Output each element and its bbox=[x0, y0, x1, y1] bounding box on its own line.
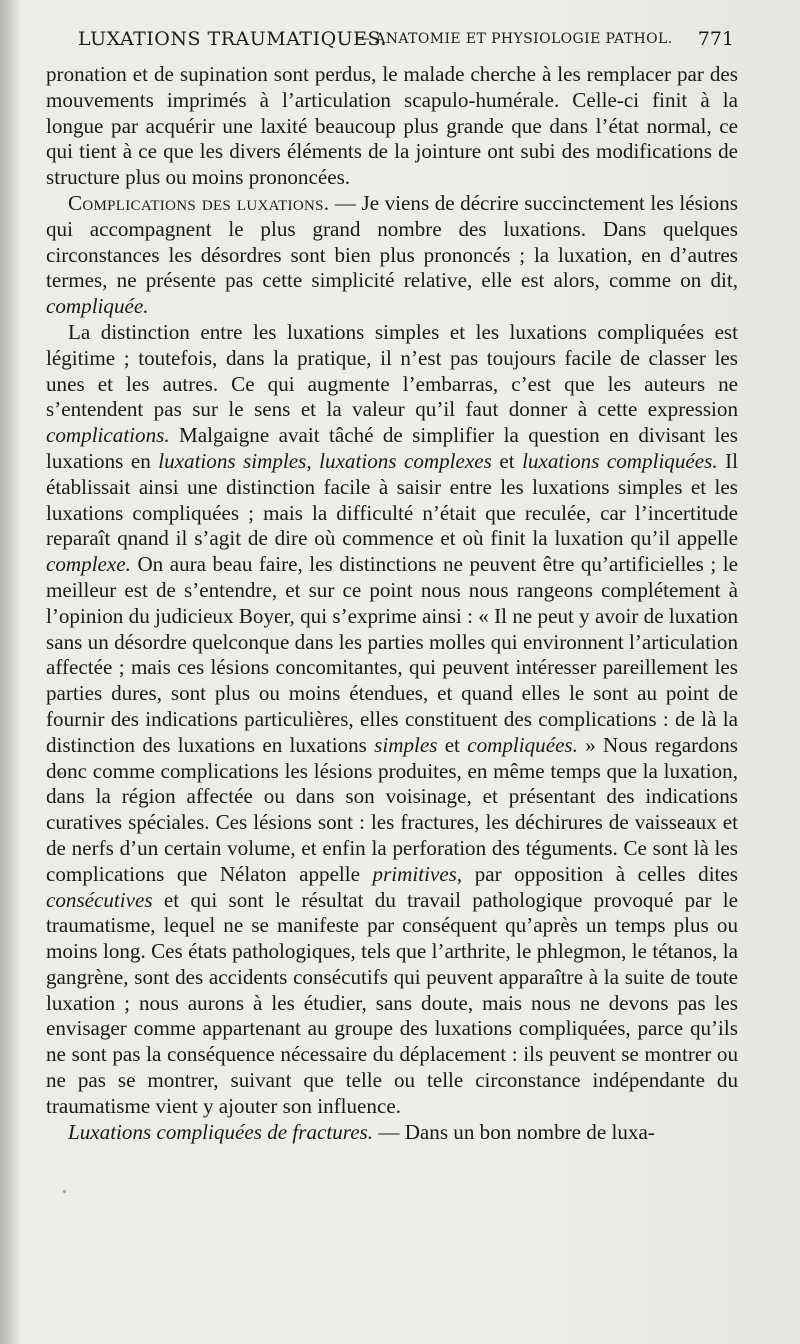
page-header bbox=[78, 28, 738, 56]
italic-term: simples bbox=[374, 732, 438, 757]
italic-term: luxations compliquées. bbox=[522, 448, 718, 473]
page-number: 771 bbox=[697, 28, 734, 50]
section-title: — ANATOMIE ET PHYSIOLOGIE PATHOL. bbox=[356, 31, 673, 47]
paragraph-1: pronation et de supination sont perdus, le malade cherche à les remplacer par des mouvements imprimés à l’articulation scapulo-humérale. Celle-ci finit à la longue par acquérir une laxité beaucoup plus grande que dans l’état normal, ce qui tient à ce que les divers éléments de la jointure ont subi des modifications de structure plus ou moins prononcées. bbox=[46, 62, 738, 190]
text-run: On aura beau faire, les distinctions ne peuvent être qu’artificielles ; le meilleur est de s’entendre, et sur ce point nous nous rangeons complétement à l’opinion du judicieux Boyer, qui s’exprime ainsi : « Il ne peut y avoir de luxation sans un désordre quelconque dans les parties molles qui environnent l’articulation affectée ; mais ces lésions concomitantes, qui peuvent intéresser pareillement les parties dures, sont plus ou moins étendues, et quand elles le sont au point de fournir des indications particulières, elles constituent des complications : de là la distinction des luxations en luxations bbox=[46, 552, 738, 757]
italic-term: luxations complexes bbox=[319, 448, 492, 473]
text-run: et bbox=[491, 448, 523, 473]
paragraph-2 bbox=[46, 191, 738, 320]
binding-shadow bbox=[0, 0, 22, 1344]
italic-term: compliquées. bbox=[467, 732, 578, 757]
italic-term: complications. bbox=[46, 423, 170, 448]
text-run: La distinction entre les luxations simples et les luxations compliquées est légitime ; toutefois, dans la pratique, il n’est pas toujours facile de classer les unes et les autres. Ce qui augmente l’embarras, c’est que les auteurs ne s’entendent pas sur le sens et la valeur qu’il faut donner à cette expression bbox=[46, 319, 738, 422]
italic-term: primitives bbox=[372, 861, 457, 886]
text-run: et qui sont le résultat du travail pathologique provoqué par le traumatisme, lequel ne se manifeste par conséquent qu’après un temps plus ou moins long. Ces états pathologiques, tels que l’arthrite, le phlegmon, le tétanos, la gangrène, sont des accidents consécutifs qui peuvent apparaître à la suite de toute luxation ; nous aurons à les étudier, sans doute, mais nous ne devons pas les envisager comme appartenant au groupe des luxations compliquées, parce qu’ils ne sont pas la conséquence nécessaire du déplacement : ils peuvent se montrer ou ne pas se montrer, suivant que telle ou telle circonstance indépendante du traumatisme vient y ajouter son influence. bbox=[46, 887, 738, 1118]
italic-term: consécutives bbox=[46, 887, 153, 912]
text-run: Malgaigne avait tâché de simplifier la question en divisant les luxations en bbox=[46, 423, 738, 473]
italic-term: complexe. bbox=[46, 552, 131, 577]
subsection-heading: Luxations compliquées de fractures. bbox=[68, 1119, 374, 1144]
body-text bbox=[46, 62, 738, 1145]
text-run: , par opposition à celles dites bbox=[456, 861, 738, 886]
text-run: — Dans un bon nombre de luxa- bbox=[373, 1119, 655, 1144]
italic-term: compliquée. bbox=[46, 294, 149, 319]
italic-term: luxations simples bbox=[158, 448, 307, 473]
running-title: LUXATIONS TRAUMATIQUES. bbox=[78, 28, 387, 50]
text-run: et bbox=[437, 732, 468, 757]
paper-speck bbox=[63, 1190, 66, 1193]
paragraph-4 bbox=[46, 1120, 738, 1146]
section-heading: Complications des luxations. bbox=[68, 190, 330, 215]
text-run: , bbox=[306, 448, 320, 473]
text-run: Il établissait ainsi une distinction facile à saisir entre les luxations simples et les luxations compliquées ; mais la difficulté n’était que reculée, car l’incertitude reparaît qnand il s’agit de dire où commence et où finit la luxation qu’il appelle bbox=[46, 448, 739, 551]
paper-speck bbox=[58, 772, 63, 775]
paragraph-3 bbox=[46, 320, 738, 1120]
text-run: — Je viens de décrire succinctement les lésions qui accompagnent le plus grand nombre des luxations. Dans quelques circonstances les désordres sont bien plus prononcés ; la luxation, en d’autres termes, ne présente pas cette simplicité relative, elle est alors, comme on dit, bbox=[46, 190, 738, 293]
text-run: » Nous regardons donc comme complications les lésions produites, en même temps que la luxation, dans la région affectée ou dans son voisinage, et présentant des indications curatives spéciales. Ces lésions sont : les fractures, les déchirures de vaisseaux et de nerfs d’un certain volume, et enfin la perforation des téguments. Ce sont là les complications que Nélaton appelle bbox=[46, 732, 738, 886]
